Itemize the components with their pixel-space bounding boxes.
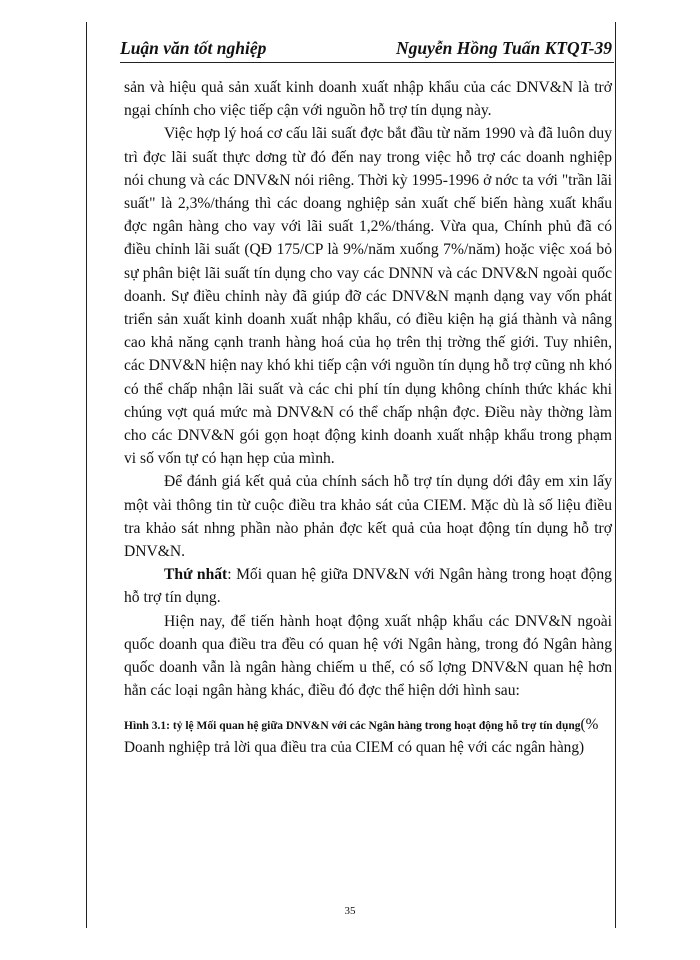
author-label: Nguyễn Hồng Tuấn KTQT-39 [395,38,612,58]
paragraph-interest-rate: Việc hợp lý hoá cơ cấu lãi suất đợc bắt đầu từ năm 1990 và đã luôn duy trì đợc lãi suất thực dơng từ đó đến nay trong việc hỗ trợ các doanh nghiệp nói chung và các DNV&N nói riêng. Thời kỳ 1995-1996 ở nớc ta với "trần lãi suất" là 2,3%/tháng thì các doang nghiệp sản xuất chế biến hàng xuất khẩu đợc ngân hàng cho vay với lãi suất 1,2%/tháng. Vừa qua, Chính phủ đã có điều chỉnh lãi suất (QĐ 175/CP là 9%/năm xuống 7%/năm) hoặc việc xoá bỏ sự phân biệt lãi suất tín dụng cho vay các DNNN và các DNV&N ngoài quốc doanh. Sự điều chỉnh này đã giúp đỡ các DNV&N mạnh dạng vay vốn phát triển sản xuất kinh doanh xuất nhập khẩu, có điều kiện hạ giá thành và nâng cao khả năng cạnh tranh hàng hoá của họ trên thị trờng thế giới. Tuy nhiên, các DNV&N hiện nay khó khi tiếp cận với nguồn tín dụng hỗ trợ cũng nh khó có thể chấp nhận lãi suất và các chi phí tín dụng không chính thức khác khi chúng vợt quá mức mà DNV&N có thể chấp nhận đợc. Điều này thờng làm cho các DNV&N gói gọn hoạt động kinh doanh xuất nhập khẩu trong phạm vi số vốn tự có hạn hẹp của mình. [124,125,612,468]
page-header [120,38,614,66]
paragraph-first-point [124,563,612,609]
paragraph-survey-intro: Để đánh giá kết quả của chính sách hỗ trợ tín dụng dới đây em xin lấy một vài thông tin từ cuộc điều tra khảo sát của CIEM. Mặc dù là số liệu điều tra khảo sát nhng phần nào phản đợc kết quả của hoạt động tín dụng hỗ trợ DNV&N. [124,473,612,561]
page-number: 35 [344,905,356,917]
paragraph-bank-relations: Hiện nay, để tiến hành hoạt động xuất nhập khẩu các DNV&N ngoài quốc doanh qua điều tra đều có quan hệ với Ngân hàng, trong đó Ngân hàng quốc doanh vẫn là ngân hàng chiếm u thế, có số lợng DNV&N quan hệ hơn hẳn các loại ngân hàng khác, điều đó đợc thể hiện dới hình sau: [124,612,612,700]
figure-caption-rest: (% Doanh nghiệp trả lời qua điều tra của CIEM có quan hệ với các ngân hàng) [124,716,599,757]
paragraph-continuation: sản và hiệu quả sản xuất kinh doanh xuất nhập khẩu của các DNV&N là trở ngại chính cho việc tiếp cận với nguồn hỗ trợ tín dụng này. [124,79,612,120]
header-rule [120,62,614,63]
document-body [124,76,612,759]
figure-caption-lead: Hình 3.1: tỷ lệ Mối quan hệ giữa DNV&N với các Ngân hàng trong hoạt động hỗ trợ tín dụng [124,720,581,733]
first-point-text: : Mối quan hệ giữa DNV&N với Ngân hàng trong hoạt động hỗ trợ tín dụng. [124,566,612,607]
figure-caption [124,714,612,759]
first-point-label: Thứ nhất [164,566,228,584]
thesis-label: Luận văn tốt nghiệp [120,38,267,58]
